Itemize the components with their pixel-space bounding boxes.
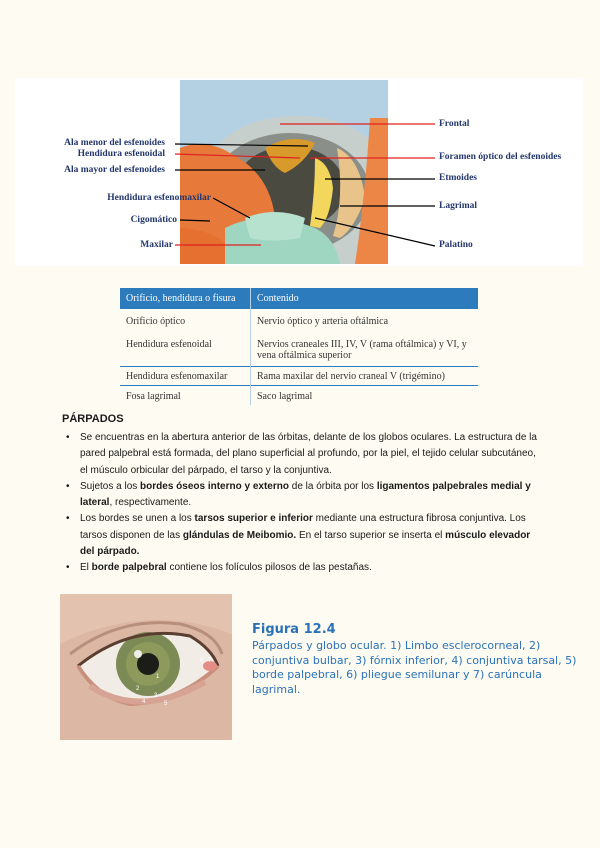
table-row — [120, 309, 478, 330]
bold-term: borde palpebral — [91, 562, 167, 574]
table-cell: Rama maxilar del nervio craneal V (trigémino) — [251, 367, 479, 386]
label-cigomatico: Cigomático — [130, 215, 177, 225]
bullet-text: mediante una estructura fibrosa conjuntiva. Los tarsos disponen de las — [80, 513, 526, 541]
label-palatino: Palatino — [439, 240, 473, 250]
bold-term: tarsos superior e inferior — [194, 513, 313, 525]
foramina-table — [120, 288, 478, 405]
table-header-row — [120, 288, 478, 309]
table-row — [120, 386, 478, 406]
table-cell: Hendidura esfenoidal — [126, 339, 212, 350]
list-item — [62, 560, 542, 576]
table-cell: Nervio óptico y arteria oftálmica — [251, 309, 479, 330]
bullet-text: , respectivamente. — [109, 497, 192, 509]
list-item — [62, 430, 542, 479]
table-cell: Orificio óptico — [126, 316, 186, 327]
orbit-bones-figure — [15, 78, 583, 266]
figure-caption — [252, 622, 582, 697]
eye-photo — [60, 594, 232, 740]
bold-term: bordes óseos interno y externo — [140, 480, 289, 492]
eye-label-5: 5 — [164, 701, 168, 707]
bullet-text: Los bordes se unen a los — [80, 513, 195, 525]
label-maxilar: Maxilar — [140, 240, 173, 250]
bullet-text: En el tarso superior se inserta el — [296, 529, 446, 541]
section-title: PÁRPADOS — [62, 413, 124, 425]
figure-caption-text: Párpados y globo ocular. 1) Limbo esclerocorneal, 2) conjuntiva bulbar, 3) fórnix inferior, 4) conjuntiva tarsal, 5) borde palpebral, 6) pliegue semilunar y 7) carúncula lagrimal. — [252, 639, 577, 696]
label-hendidura-esfenomaxilar: Hendidura esfenomaxilar — [107, 193, 211, 203]
label-etmoides: Etmoides — [439, 173, 477, 183]
eye-label-6: 6 — [200, 658, 204, 664]
table-header: Orificio, hendidura o fisura — [120, 288, 251, 309]
bullet-text: de la órbita por los — [288, 480, 377, 492]
table-cell: Fosa lagrimal — [120, 386, 251, 406]
eye-label-3: 3 — [154, 693, 158, 699]
label-frontal: Frontal — [439, 119, 470, 129]
bold-term: ligamentos palpebrales medial y lateral — [80, 480, 531, 509]
bullet-text: contiene los folículos pilosos de las pestañas. — [166, 562, 372, 574]
label-ala-mayor: Ala mayor del esfenoides — [64, 165, 165, 175]
label-lagrimal: Lagrimal — [439, 201, 477, 211]
table-row — [120, 367, 478, 386]
bullet-text: El — [80, 562, 92, 574]
table-cell: Hendidura esfenomaxilar — [120, 367, 251, 386]
eye-label-4: 4 — [142, 699, 146, 705]
bold-term: glándulas de Meibomio. — [182, 529, 297, 541]
table-row — [120, 330, 478, 367]
bullet-text: Sujetos a los — [80, 480, 141, 492]
list-item — [62, 511, 542, 560]
label-foramen-optico: Foramen óptico del esfenoides — [439, 152, 562, 162]
table-header: Contenido — [251, 288, 479, 309]
bullet-text: Se encuentras en la abertura anterior de las órbitas, delante de los globos oculares. La estructura de la pared palpebral está formada, del plano superficial al profundo, por la piel, el tejido celular subcutáneo, el músculo orbicular del párpado, el tarso y la conjuntiva. — [80, 432, 537, 476]
label-ala-menor: Ala menor del esfenoides — [64, 138, 165, 148]
bullet-list — [62, 430, 542, 577]
list-item — [62, 479, 542, 512]
figure-title: Figura 12.4 — [252, 622, 336, 637]
label-hendidura-esfenoidal: Hendidura esfenoidal — [77, 149, 165, 159]
table-cell: Nervios craneales III, IV, V (rama oftálmica) y VI, y vena oftálmica superior — [251, 330, 479, 367]
eye-illustration — [60, 594, 232, 740]
bold-term: músculo elevador del párpado. — [80, 529, 531, 558]
eye-label-7: 7 — [208, 658, 212, 664]
eye-label-2: 2 — [136, 686, 140, 692]
eye-label-1: 1 — [156, 674, 160, 680]
table-cell: Saco lagrimal — [251, 386, 479, 406]
